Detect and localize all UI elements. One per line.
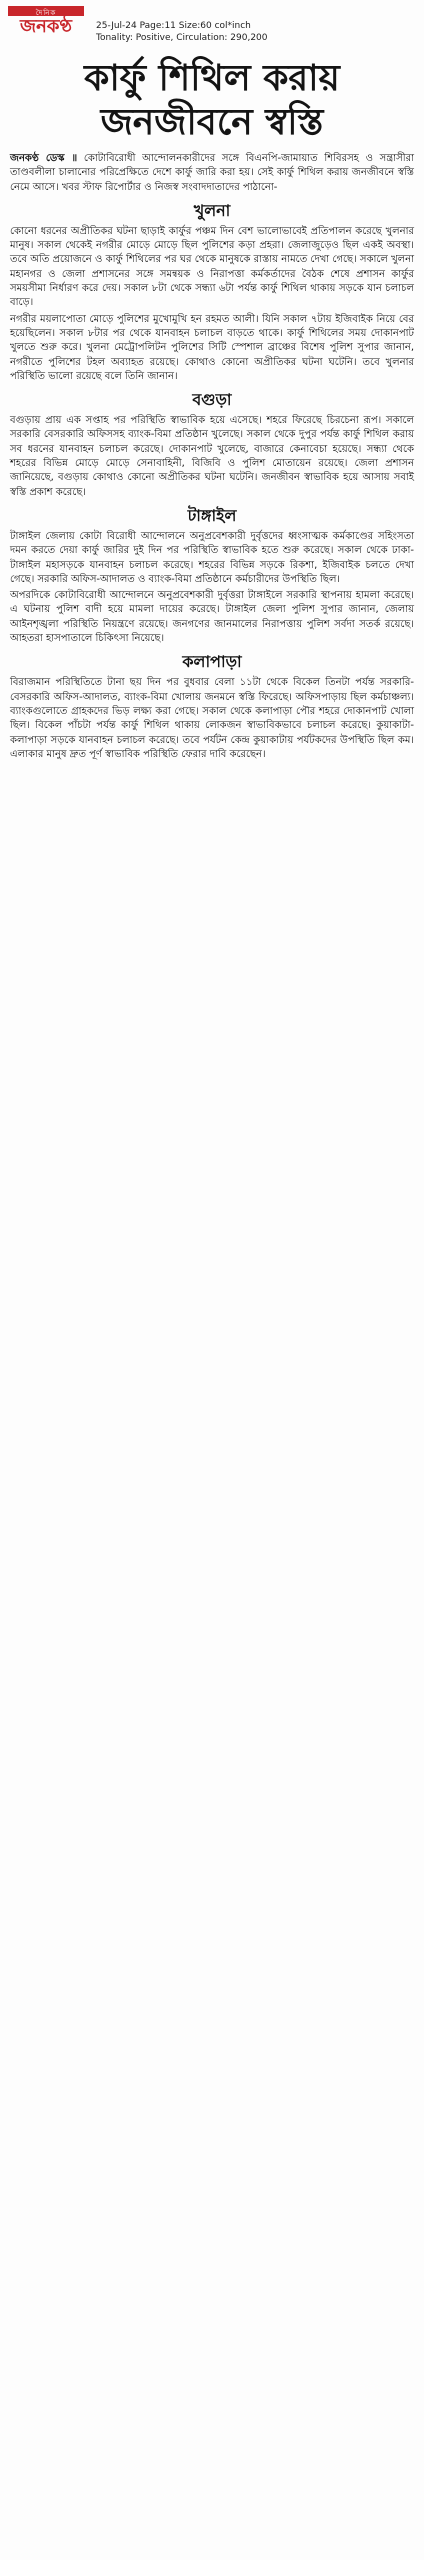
article-body <box>0 152 424 762</box>
section-paragraph: কোনো ধরনের অপ্রীতিকর ঘটনা ছাড়াই কার্ফুর পঞ্চম দিন বেশ ভালোভাবেই প্রতিপালন করেছে খুলনার মানুষ। সকাল থেকেই নগরীর মোড়ে মোড়ে ছিল পুলিশের কড়া প্রহরা। জেলাজুড়েও ছিল একই অবস্থা। তবে অতি প্রয়োজনে ও কার্ফু শিথিলের পর ঘর থেকে মানুষকে রাস্তায় নামতে দেখা গেছে। সকালে খুলনা মহানগর ও জেলা প্রশাসনের সঙ্গে সমন্বয়ক ও নিরাপত্তা কর্মকর্তাদের বৈঠক শেষে প্রশাসন কার্ফুর সময়সীমা নির্ধারণ করে দেয়। সকাল ৮টা থেকে সন্ধ্যা ৬টা পর্যন্ত কার্ফু শিথিল থাকায় সড়কে যান চলাচল বাড়ে। <box>10 225 414 309</box>
date-page-info: 25-Jul-24 Page:11 Size:60 col*inch <box>96 21 251 31</box>
section-paragraph: টাঙ্গাইল জেলায় কোটা বিরোধী আন্দোলনে অনুপ্রবেশকারী দুর্বৃত্তদের ধ্বংসাত্মক কর্মকাণ্ডের সহিংসতা দমন করতে দেয়া কার্ফু জারির দুই দিন পর পরিস্থিতি স্বাভাবিক হতে শুরু করেছে। সকাল থেকে ঢাকা-টাঙ্গাইল মহাসড়কে যানবাহন চলাচল করেছে। শহরের বিভিন্ন সড়কে রিকশা, ইজিবাইক চলতে দেখা গেছে। সরকারি অফিস-আদালত ও ব্যাংক-বিমা প্রতিষ্ঠানে কর্মচারীদের উপস্থিতি ছিল। <box>10 530 414 585</box>
lead-text: কোটাবিরোধী আন্দোলনকারীদের সঙ্গে বিএনপি-জামায়াত শিবিরসহ ও সন্ত্রাসীরা তাণ্ডবলীলা চালানোর পরিপ্রেক্ষিতে দেশে কার্ফু জারি করা হয়। সেই কার্ফু শিথিল করায় জনজীবনে স্বস্তি নেমে আসে। খবর স্টাফ রিপোর্টার ও নিজস্ব সংবাদদাতাদের পাঠানো- <box>10 153 415 193</box>
logo-subtitle: দৈনিক <box>35 9 57 17</box>
section-heading-bogura: বগুড়া <box>192 390 232 410</box>
tonality-info: Tonality: Positive, Circulation: 290,200 <box>96 33 268 43</box>
section-heading-kalapara: কলাপাড়া <box>182 652 242 672</box>
headline-line-1: কার্ফু শিথিল করায় <box>84 57 340 99</box>
section-paragraph: বগুড়ায় প্রায় এক সপ্তাহ পর পরিস্থিতি স্বাভাবিক হয়ে এসেছে। শহরে ফিরেছে চিরচেনা রূপ। সকালে সরকারি বেসরকারি অফিসসহ ব্যাংক-বিমা প্রতিষ্ঠান খুলেছে। সকাল থেকে দুপুর পর্যন্ত কার্ফু শিথিল করায় সব ধরনের যানবাহন চলাচল করেছে। দোকানপাট খুলেছে, বাজারে কেনাবেচা হয়েছে। সন্ধ্যা থেকে শহরের বিভিন্ন মোড়ে মোড়ে সেনাবাহিনী, বিজিবি ও পুলিশ মোতায়েন রয়েছে। জেলা প্রশাসন জানিয়েছে, বগুড়ায় কোথাও কোনো অপ্রীতিকর ঘটনা ঘটেনি। জনজীবন স্বাভাবিক হয়ে আসায় সবাই স্বস্তি প্রকাশ করেছে। <box>10 415 414 498</box>
clipping-meta <box>96 20 268 44</box>
section-paragraph: বিরাজমান পরিস্থিতিতে টানা ছয় দিন পর বুধবার বেলা ১১টা থেকে বিকেল তিনটা পর্যন্ত সরকারি-বেসরকারি অফিস-আদালত, ব্যাংক-বিমা খোলায় জনমনে স্বস্তি ফিরেছে। অফিসপাড়ায় ছিল কর্মচাঞ্চল্য। ব্যাংকগুলোতে গ্রাহকদের ভিড় লক্ষ্য করা গেছে। সকাল থেকে কলাপাড়া পৌর শহরে দোকানপাট খোলা ছিল। বিকেল পাঁচটা পর্যন্ত কার্ফু শিথিল থাকায় লোকজন স্বাভাবিকভাবে চলাচল করেছে। কুয়াকাটা-কলাপাড়া সড়কে যানবাহন চলাচল করেছে। তবে পর্যটন কেন্দ্র কুয়াকাটায় পর্যটকদের উপস্থিতি ছিল কম। এলাকার মানুষ দ্রুত পূর্ণ স্বাভাবিক পরিস্থিতি ফেরার দাবি করেছেন। <box>10 677 414 760</box>
janakantha-logo <box>8 6 84 42</box>
dateline: জনকণ্ঠ ডেস্ক ॥ <box>10 153 78 164</box>
section-heading-tangail: টাঙ্গাইল <box>187 505 237 525</box>
headline-line-2: জনজীবনে স্বস্তি <box>100 101 324 143</box>
headline <box>0 56 424 144</box>
section-paragraph: নগরীর ময়লাপোতা মোড়ে পুলিশের মুখোমুখি হন রহমত আলী। যিনি সকাল ৭টায় ইজিবাইক নিয়ে বের হয়েছিলেন। সকাল ৮টার পর থেকে যানবাহন চলাচল বাড়তে থাকে। কার্ফু শিথিলের সময় দোকানপাট খুলতে শুরু করে। খুলনা মেট্রোপলিটন পুলিশের সিটি স্পেশাল ব্রাঞ্চের বিশেষ পুলিশ সুপার জানান, নগরীতে পুলিশের টহল অব্যাহত রয়েছে। কোথাও কোনো অপ্রীতিকর ঘটনা ঘটেনি। তবে খুলনার পরিস্থিতি ভালো রয়েছে বলে তিনি জানান। <box>10 313 414 382</box>
section-heading-khulna: খুলনা <box>193 200 231 220</box>
section-paragraph: অপরদিকে কোটাবিরোধী আন্দোলনে অনুপ্রবেশকারী দুর্বৃত্তরা টাঙ্গাইলে সরকারি স্থাপনায় হামলা করেছে। এ ঘটনায় পুলিশ বাদী হয়ে মামলা দায়ের করেছে। টাঙ্গাইল জেলা পুলিশ সুপার জানান, জেলায় আইনশৃঙ্খলা পরিস্থিতি নিয়ন্ত্রণে রয়েছে। জনগণের জানমালের নিরাপত্তায় পুলিশ সর্বদা সতর্ক রয়েছে। আহতরা হাসপাতালে চিকিৎসা নিয়েছে। <box>10 590 414 645</box>
logo-name: জনকণ্ঠ <box>20 16 72 37</box>
lead-paragraph <box>10 152 414 195</box>
clipping-header <box>0 0 424 50</box>
